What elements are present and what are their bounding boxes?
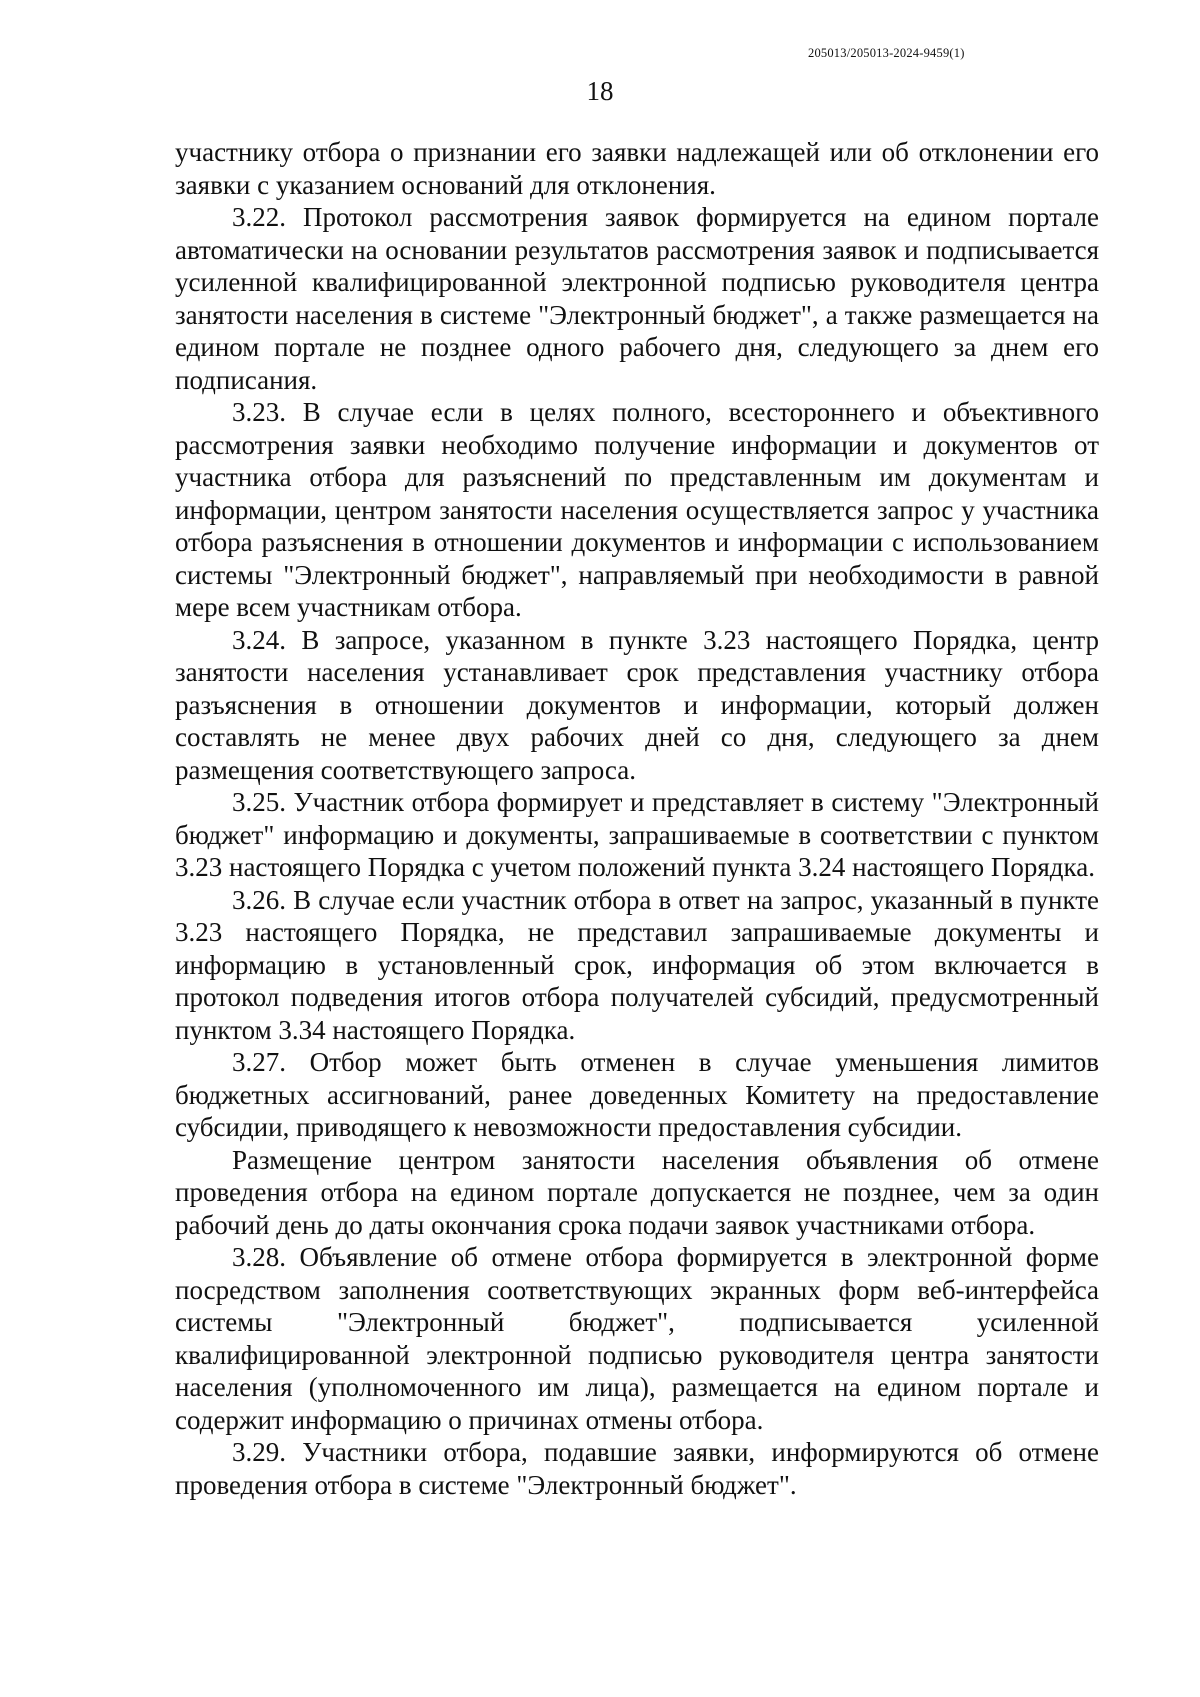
paragraph-3-27: 3.27. Отбор может быть отменен в случае уменьшения лимитов бюджетных ассигнований, ранее доведенных Комитету на предоставление субсидии, приводящего к невозможности предоставления субсидии. [175, 1047, 1099, 1142]
paragraph-3-22: 3.22. Протокол рассмотрения заявок формируется на едином портале автоматически на основании результатов рассмотрения заявок и подписывается усиленной квалифицированной электронной подписью руководителя центра занятости населения в системе "Электронный бюджет", а также размещается на едином портале не позднее одного рабочего дня, следующего за днем его подписания. [175, 202, 1099, 395]
paragraph-3-29: 3.29. Участники отбора, подавшие заявки, информируются об отмене проведения отбора в системе "Электронный бюджет". [175, 1437, 1099, 1500]
paragraph-3-23: 3.23. В случае если в целях полного, всестороннего и объективного рассмотрения заявки необходимо получение информации и документов от участника отбора для разъяснений по представленным им документам и информации, центром занятости населения осуществляется запрос у участника отбора разъяснения в отношении документов и информации с использованием системы "Электронный бюджет", направляемый при необходимости в равной мере всем участникам отбора. [175, 397, 1099, 622]
document-id: 205013/205013-2024-9459(1) [808, 46, 965, 60]
document-body [175, 136, 1099, 1501]
page-number: 18 [586, 76, 614, 106]
paragraph-3-28: 3.28. Объявление об отмене отбора формируется в электронной форме посредством заполнения соответствующих экранных форм веб-интерфейса системы "Электронный бюджет", подписывается усиленной квалифицированной электронной подписью руководителя центра занятости населения (уполномоченного им лица), размещается на едином портале и содержит информацию о причинах отмены отбора. [175, 1242, 1099, 1435]
paragraph-3-26: 3.26. В случае если участник отбора в ответ на запрос, указанный в пункте 3.23 настоящего Порядка, не представил запрашиваемые документы и информацию в установленный срок, информация об этом включается в протокол подведения итогов отбора получателей субсидий, предусмотренный пунктом 3.34 настоящего Порядка. [175, 884, 1099, 1045]
paragraph-continuation: участнику отбора о признании его заявки надлежащей или об отклонении его заявки с указанием оснований для отклонения. [175, 137, 1099, 200]
paragraph-3-25: 3.25. Участник отбора формирует и представляет в систему "Электронный бюджет" информацию и документы, запрашиваемые в соответствии с пунктом 3.23 настоящего Порядка с учетом положений пункта 3.24 настоящего Порядка. [175, 787, 1099, 882]
paragraph-3-24: 3.24. В запросе, указанном в пункте 3.23 настоящего Порядка, центр занятости населения устанавливает срок представления участнику отбора разъяснения в отношении документов и информации, который должен составлять не менее двух рабочих дней со дня, следующего за днем размещения соответствующего запроса. [175, 624, 1099, 785]
paragraph-3-27-cont: Размещение центром занятости населения объявления об отмене проведения отбора на едином портале допускается не позднее, чем за один рабочий день до даты окончания срока подачи заявок участниками отбора. [175, 1144, 1099, 1240]
